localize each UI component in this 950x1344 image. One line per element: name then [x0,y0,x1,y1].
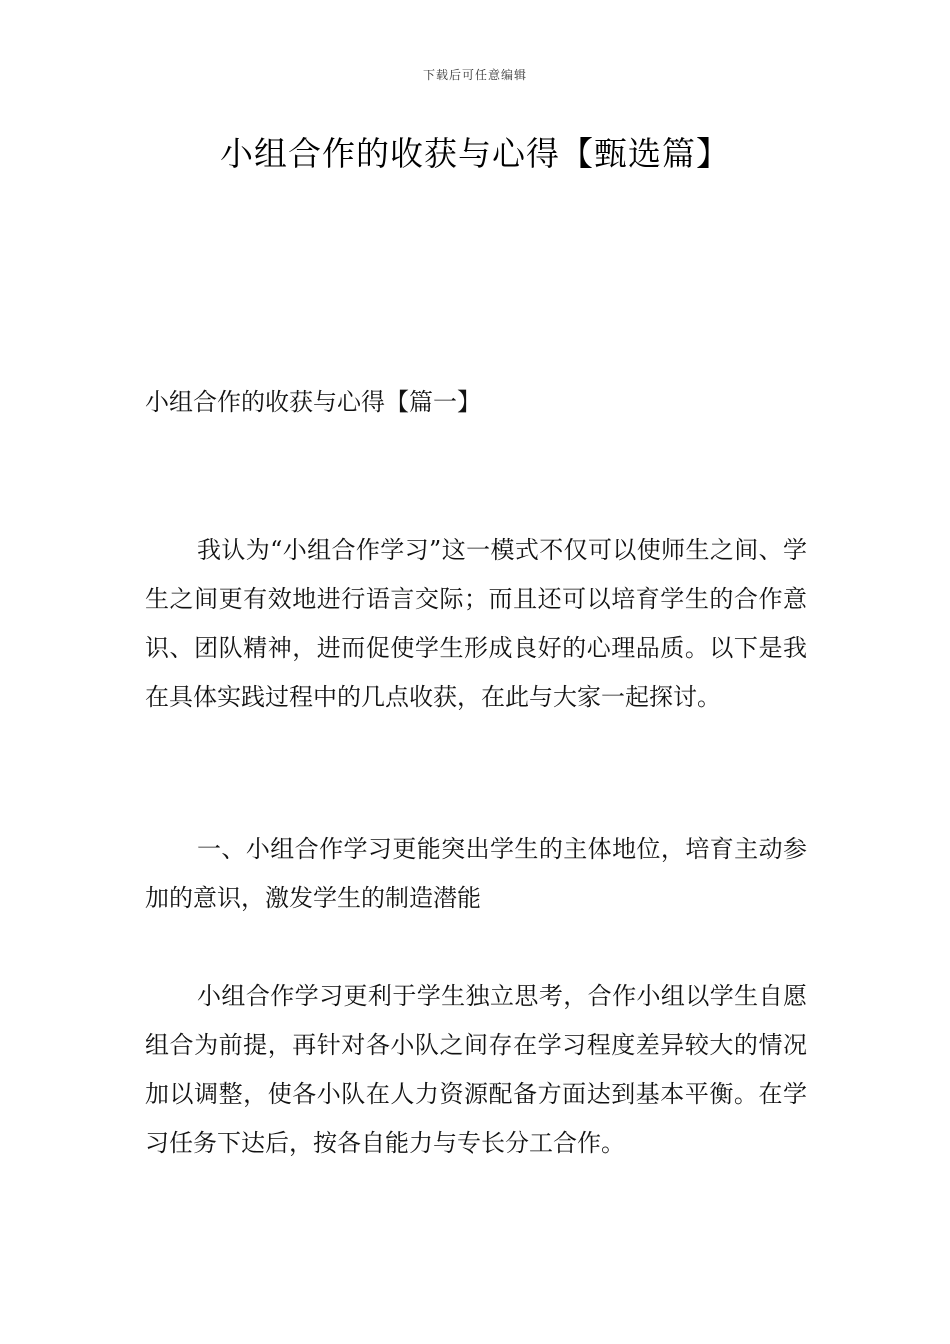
paragraph-intro: 我认为“小组合作学习”这一模式不仅可以使师生之间、学生之间更有效地进行语言交际；而且还可以培育学生的合作意识、团队精神，进而促使学生形成良好的心理品质。以下是我在具体实践过程中的几点收获，在此与大家一起探讨。 [145,536,807,711]
paragraph-point-one: 一、小组合作学习更能突出学生的主体地位，培育主动参加的意识，激发学生的制造潜能 [145,835,807,912]
header-note: 下载后可任意编辑 [422,68,527,82]
paragraph-group-learning: 小组合作学习更利于学生独立思考，合作小组以学生自愿组合为前提，再针对各小队之间存在学习程度差异较大的情况加以调整，使各小队在人力资源配备方面达到基本平衡。在学习任务下达后，按各自能力与专长分工合作。 [145,982,807,1157]
section-heading: 小组合作的收获与心得【篇一】 [145,388,481,416]
document-title: 小组合作的收获与心得【甄选篇】 [220,134,730,173]
